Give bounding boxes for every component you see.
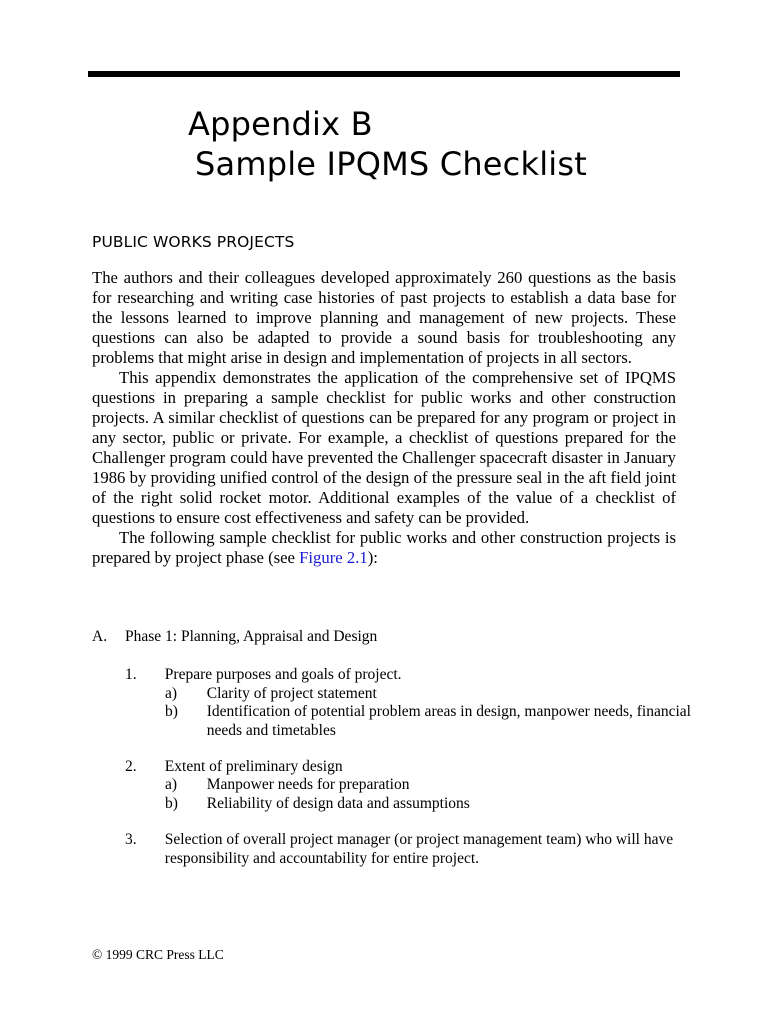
sub-item-letter: a) bbox=[165, 776, 178, 794]
copyright-footer: © 1999 CRC Press LLC bbox=[92, 947, 224, 962]
paragraph-1: The authors and their colleagues developed approximately 260 questions as the basis for researching and writing case histories of past projects to establish a data base for the lessons learned to improve planning and management of new projects. These questions can also be adapted to provide a sound basis for troubleshooting any problems that might arise in design and implementation of projects in all sectors. bbox=[92, 268, 676, 367]
paragraph-3-end: ): bbox=[367, 548, 378, 567]
phase-letter: A. bbox=[92, 628, 108, 645]
sub-item-text: Identification of potential problem areas in design, manpower needs, financial needs and timetables bbox=[206, 703, 691, 739]
appendix-title: Sample IPQMS Checklist bbox=[195, 145, 588, 183]
checklist-item bbox=[125, 831, 692, 868]
paragraph-3-text: The following sample checklist for public works and other construction projects is prepared by project phase (see bbox=[92, 528, 676, 567]
appendix-label: Appendix B bbox=[188, 105, 373, 143]
item-text: Selection of overall project manager (or project management team) who will have responsibility and accountability for entire project. bbox=[164, 831, 674, 867]
paragraph-3 bbox=[92, 528, 676, 568]
item-text: Prepare purposes and goals of project. bbox=[164, 666, 402, 684]
sub-item bbox=[125, 776, 692, 794]
checklist-items bbox=[92, 666, 692, 868]
phase-title: Phase 1: Planning, Appraisal and Design bbox=[125, 628, 378, 645]
phase-heading bbox=[92, 628, 692, 646]
paragraph-2: This appendix demonstrates the application of the comprehensive set of IPQMS questions in preparing a sample checklist for public works and other construction projects. A similar checklist of questions can be prepared for any program or project in any sector, public or private. For example, a checklist of questions prepared for the Challenger program could have prevented the Challenger spacecraft disaster in January 1986 by providing unified control of the design of the pressure seal in the aft field joint of the right solid rocket motor. Additional examples of the value of a checklist of questions to ensure cost effectiveness and safety can be provided. bbox=[92, 368, 676, 527]
checklist bbox=[92, 628, 692, 886]
sub-item-text: Reliability of design data and assumptions bbox=[206, 794, 470, 812]
sub-item-letter: b) bbox=[165, 703, 178, 721]
sub-item-text: Clarity of project statement bbox=[206, 684, 377, 702]
sub-item bbox=[125, 795, 692, 813]
checklist-item bbox=[125, 666, 692, 740]
sub-item-letter: a) bbox=[165, 684, 178, 702]
sub-item-letter: b) bbox=[165, 794, 178, 812]
sub-item bbox=[125, 685, 692, 703]
sub-item-text: Manpower needs for preparation bbox=[206, 776, 410, 794]
section-heading: PUBLIC WORKS PROJECTS bbox=[92, 233, 295, 251]
item-number: 3. bbox=[125, 831, 137, 849]
page-title bbox=[188, 104, 587, 184]
item-number: 2. bbox=[125, 758, 137, 776]
checklist-item bbox=[125, 758, 692, 813]
sub-item bbox=[125, 703, 692, 740]
top-rule bbox=[88, 71, 680, 77]
body-text bbox=[92, 268, 676, 568]
item-text: Extent of preliminary design bbox=[164, 758, 343, 776]
item-number: 1. bbox=[125, 666, 137, 684]
figure-link[interactable]: Figure 2.1 bbox=[299, 548, 368, 567]
